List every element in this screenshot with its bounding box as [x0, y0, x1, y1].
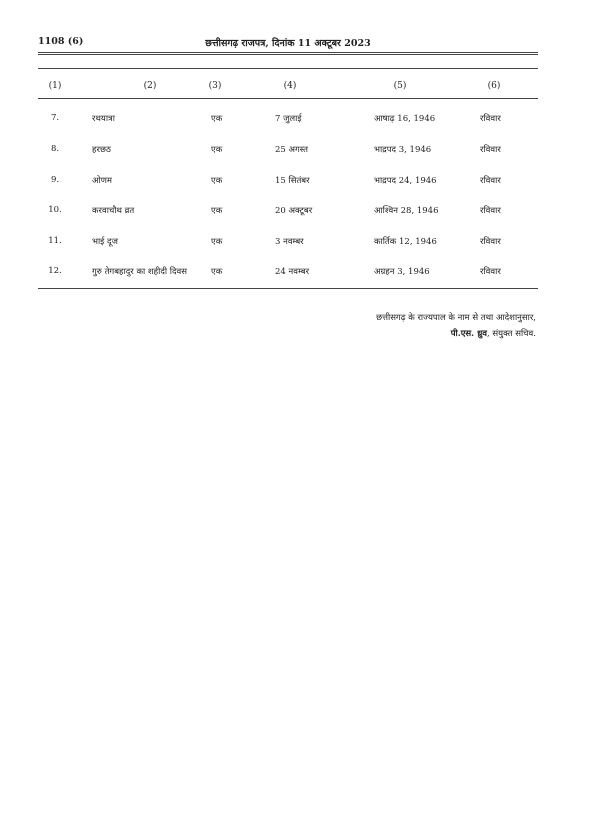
festival-cell: करवाचौथ व्रत: [92, 206, 135, 216]
column-header: (6): [487, 81, 501, 91]
order-authority-line: छत्तीसगढ़ के राज्यपाल के नाम से तथा आदेशानुसार,: [376, 313, 536, 323]
table-header-rule: [38, 98, 538, 99]
festival-cell: ओणम: [92, 176, 112, 186]
days-cell: एक: [211, 237, 223, 247]
column-header: (3): [208, 81, 222, 91]
festival-cell: हरछठ: [92, 145, 111, 155]
festival-cell: भाई दूज: [92, 237, 118, 247]
serial-cell: 11.: [48, 236, 62, 246]
serial-cell: 7.: [50, 113, 60, 123]
gazette-title: छत्तीसगढ़ राजपत्र, दिनांक 11 अक्टूबर 2023: [205, 38, 371, 49]
column-header: (2): [143, 81, 157, 91]
table-top-rule: [38, 68, 538, 69]
date-cell: 25 अगस्त: [275, 145, 308, 155]
serial-cell: 12.: [48, 266, 62, 276]
header-rule-bottom: [38, 54, 538, 55]
column-header: (1): [48, 81, 62, 91]
weekday-cell: रविवार: [480, 237, 501, 247]
serial-cell: 9.: [50, 175, 60, 185]
signatory-line: [320, 328, 536, 339]
column-header: (5): [393, 81, 407, 91]
signatory-designation: , संयुक्त सचिव.: [487, 329, 536, 339]
days-cell: एक: [211, 176, 223, 186]
table-bottom-rule: [38, 288, 538, 289]
serial-cell: 8.: [50, 144, 60, 154]
festival-cell: रथयात्रा: [92, 114, 115, 124]
page-header: [38, 36, 538, 50]
saka-date-cell: भाद्रपद 3, 1946: [374, 145, 432, 155]
weekday-cell: रविवार: [480, 114, 501, 124]
date-cell: 15 सितंबर: [275, 176, 310, 186]
date-cell: 3 नवम्बर: [275, 237, 304, 247]
signatory-name: पी.एस. ध्रुव: [450, 329, 488, 339]
weekday-cell: रविवार: [480, 206, 501, 216]
saka-date-cell: आषाढ़ 16, 1946: [374, 114, 436, 124]
days-cell: एक: [211, 145, 223, 155]
header-rule-top: [38, 52, 538, 53]
saka-date-cell: कार्तिक 12, 1946: [374, 237, 437, 247]
date-cell: 24 नवम्बर: [275, 267, 310, 277]
days-cell: एक: [211, 114, 223, 124]
saka-date-cell: भाद्रपद 24, 1946: [374, 176, 437, 186]
weekday-cell: रविवार: [480, 145, 501, 155]
saka-date-cell: अग्रहन 3, 1946: [374, 267, 430, 277]
date-cell: 7 जुलाई: [275, 114, 302, 124]
days-cell: एक: [211, 267, 223, 277]
weekday-cell: रविवार: [480, 176, 501, 186]
festival-cell: गुरु तेगबहादुर का शहीदी दिवस: [92, 267, 187, 277]
date-cell: 20 अक्टूबर: [275, 206, 313, 216]
days-cell: एक: [211, 206, 223, 216]
page-number: 1108 (6): [38, 36, 84, 47]
saka-date-cell: आश्विन 28, 1946: [374, 206, 439, 216]
weekday-cell: रविवार: [480, 267, 501, 277]
column-header: (4): [283, 81, 297, 91]
serial-cell: 10.: [48, 205, 62, 215]
